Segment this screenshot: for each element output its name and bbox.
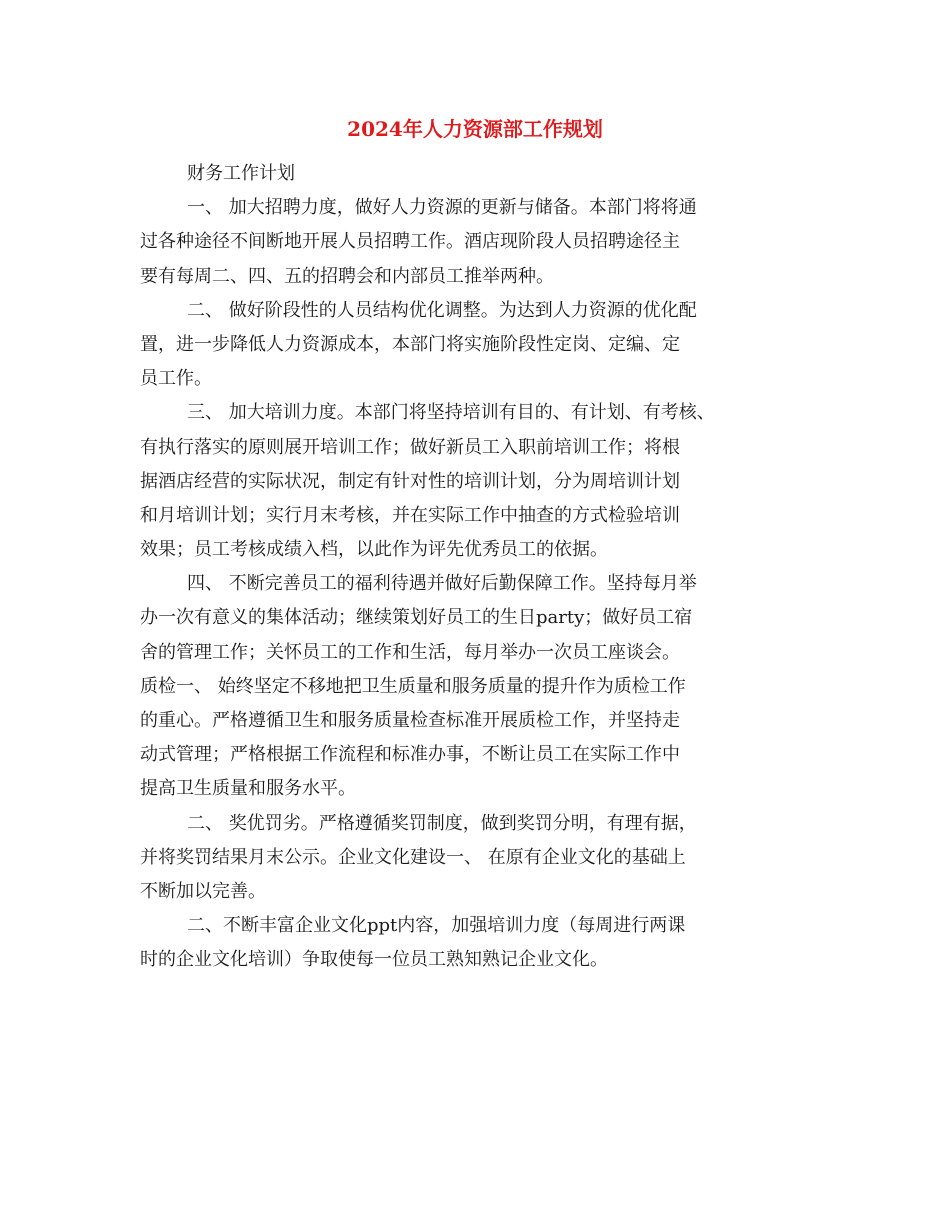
body-line: 据酒店经营的实际状况，制定有针对性的培训计划，分为周培训计划 [140,470,680,492]
body-line: 提高卫生质量和服务水平。 [140,778,356,800]
body-line: 一、 加大招聘力度，做好人力资源的更新与储备。本部门将将通 [187,197,697,219]
body-line: 效果；员工考核成绩入档，以此作为评先优秀员工的依据。 [140,539,608,561]
body-line: 二、 做好阶段性的人员结构优化调整。为达到人力资源的优化配 [187,299,697,321]
body-line: 和月培训计划；实行月末考核，并在实际工作中抽查的方式检验培训 [140,504,680,526]
document-title: 2024年人力资源部工作规划 [347,117,603,141]
body-line: 二、不断丰富企业文化ppt内容，加强培训力度（每周进行两课 [187,915,686,937]
body-line: 并将奖罚结果月末公示。企业文化建设一、 在原有企业文化的基础上 [140,846,686,868]
body-line: 舍的管理工作；关怀员工的工作和生活，每月举办一次员工座谈会。 [140,641,680,663]
body-line: 动式管理；严格根据工作流程和标准办事，不断让员工在实际工作中 [140,744,680,766]
body-line: 质检一、 始终坚定不移地把卫生质量和服务质量的提升作为质检工作 [140,675,686,697]
body-line: 财务工作计划 [187,163,295,184]
body-line: 的重心。严格遵循卫生和服务质量检查标准开展质检工作，并坚持走 [140,710,680,731]
body-line: 员工作。 [140,368,212,390]
body-line: 不断加以完善。 [140,880,266,902]
document-body [140,157,820,978]
body-line: 办一次有意义的集体活动；继续策划好员工的生日party；做好员工宿 [140,607,693,629]
body-line: 有执行落实的原则展开培训工作；做好新员工入职前培训工作；将根 [140,436,680,458]
body-line: 四、 不断完善员工的福利待遇并做好后勤保障工作。坚持每月举 [187,573,697,595]
body-line: 时的企业文化培训）争取使每一位员工熟知熟记企业文化。 [140,949,608,971]
body-line: 置，进一步降低人力资源成本，本部门将实施阶段性定岗、定编、定 [140,333,680,355]
body-line: 过各种途径不间断地开展人员招聘工作。酒店现阶段人员招聘途径主 [140,231,680,253]
body-line: 三、 加大培训力度。本部门将坚持培训有目的、有计划、有考核、 [187,402,715,424]
body-line: 二、 奖优罚劣。严格遵循奖罚制度，做到奖罚分明，有理有据， [187,812,697,834]
body-line: 要有每周二、四、五的招聘会和内部员工推举两种。 [140,265,554,287]
